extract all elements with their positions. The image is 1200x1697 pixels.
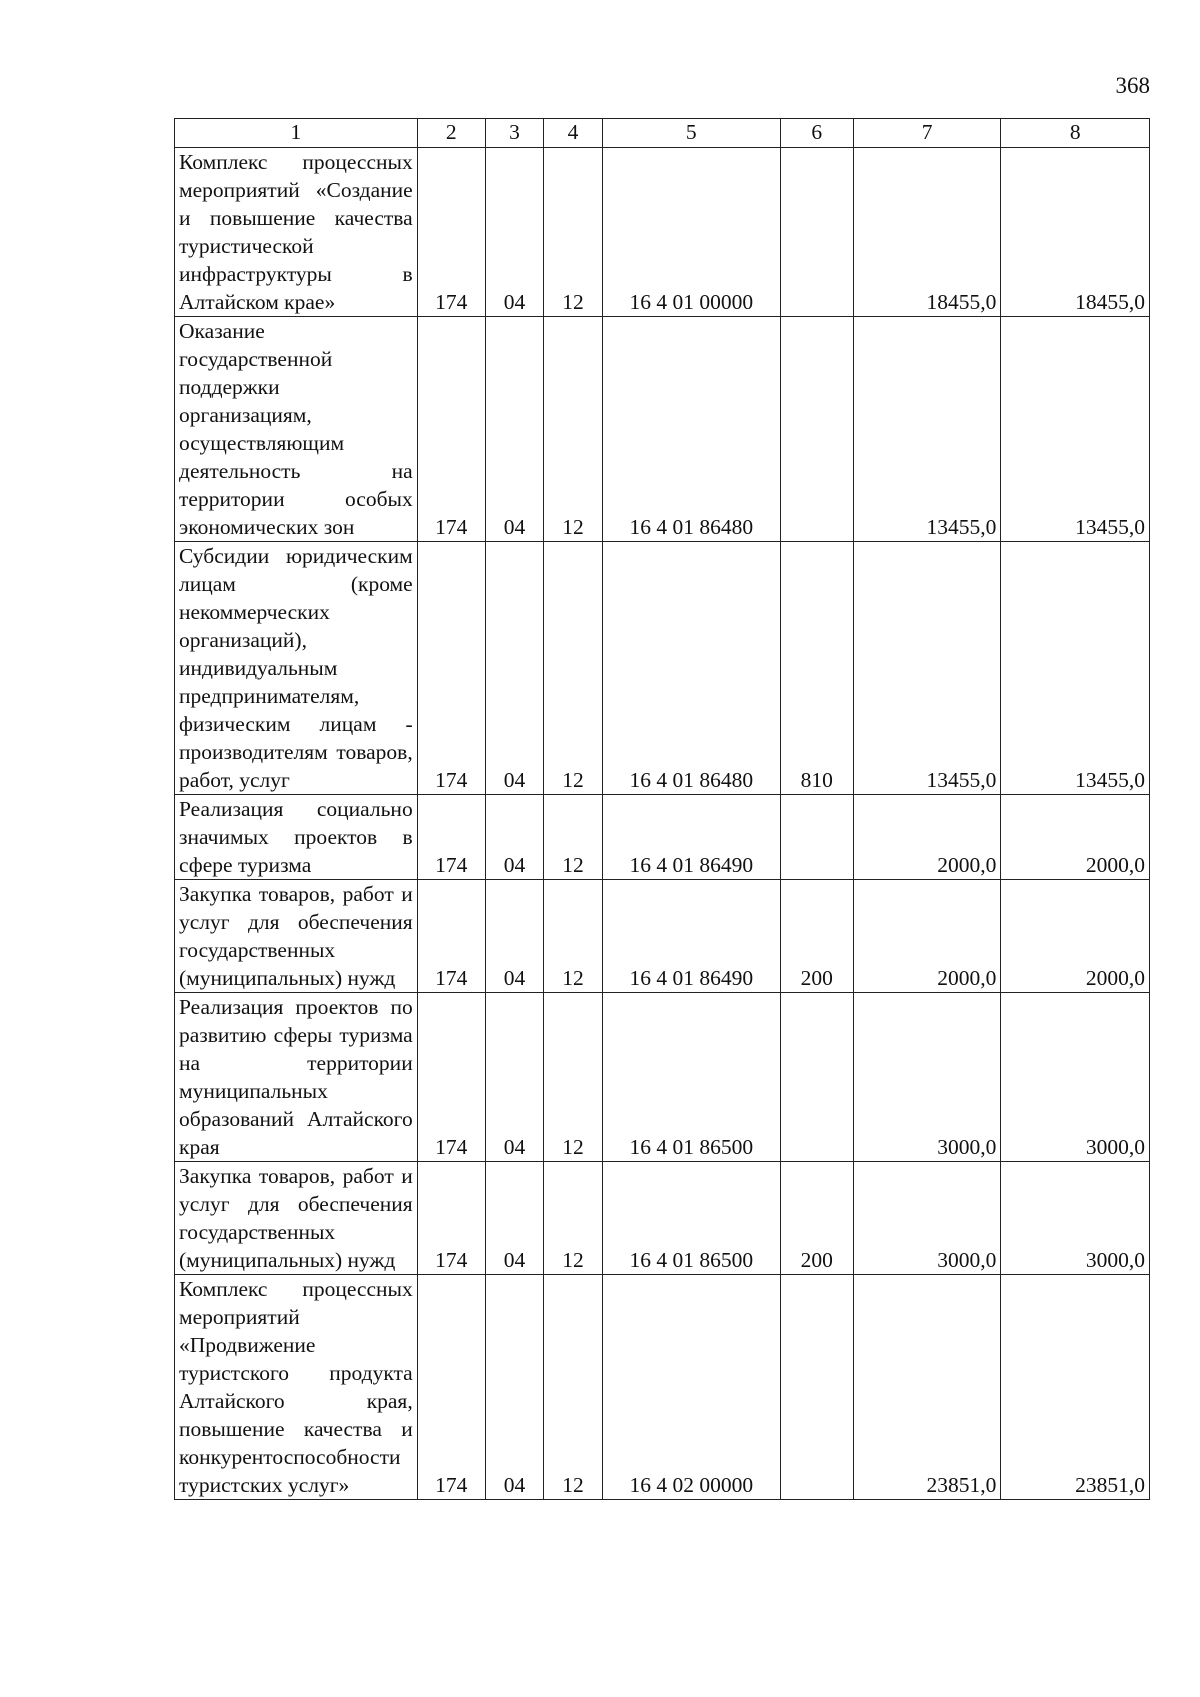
- target-article-cell: 16 4 02 00000: [602, 1275, 780, 1500]
- ministry-code-cell: 174: [417, 880, 485, 993]
- amount-cell: 3000,0: [853, 1162, 1001, 1275]
- section-cell: 04: [485, 542, 544, 795]
- amount-cell: 13455,0: [1001, 317, 1150, 542]
- column-header: 8: [1001, 119, 1150, 148]
- expense-type-cell: 810: [780, 542, 853, 795]
- target-article-cell: 16 4 01 86480: [602, 542, 780, 795]
- section-cell: 04: [485, 993, 544, 1162]
- expense-type-cell: [780, 795, 853, 880]
- section-cell: 04: [485, 317, 544, 542]
- column-header: 6: [780, 119, 853, 148]
- expense-type-cell: 200: [780, 880, 853, 993]
- target-article-cell: 16 4 01 86490: [602, 880, 780, 993]
- column-header: 3: [485, 119, 544, 148]
- table-row: [175, 317, 1150, 542]
- target-article-cell: 16 4 01 86500: [602, 1162, 780, 1275]
- section-cell: 04: [485, 1162, 544, 1275]
- column-header: 2: [417, 119, 485, 148]
- section-cell: 04: [485, 1275, 544, 1500]
- amount-cell: 18455,0: [853, 148, 1001, 317]
- table-row: [175, 1162, 1150, 1275]
- table-row: [175, 542, 1150, 795]
- amount-cell: 23851,0: [853, 1275, 1001, 1500]
- target-article-cell: 16 4 01 86490: [602, 795, 780, 880]
- table-row: [175, 1275, 1150, 1500]
- amount-cell: 13455,0: [1001, 542, 1150, 795]
- expense-type-cell: [780, 317, 853, 542]
- row-name-cell: Реализация социально значимых проектов в сфере туризма: [175, 795, 418, 880]
- row-name-cell: Комплекс процессных мероприятий «Создание и повышение качества туристической инфраструктуры в Алтайском крае»: [175, 148, 418, 317]
- table-row: [175, 795, 1150, 880]
- subsection-cell: 12: [544, 317, 603, 542]
- column-header: 5: [602, 119, 780, 148]
- ministry-code-cell: 174: [417, 542, 485, 795]
- row-name-cell: Закупка товаров, работ и услуг для обеспечения государственных (муниципальных) нужд: [175, 1162, 418, 1275]
- subsection-cell: 12: [544, 993, 603, 1162]
- section-cell: 04: [485, 795, 544, 880]
- column-header: 7: [853, 119, 1001, 148]
- column-header: 1: [175, 119, 418, 148]
- subsection-cell: 12: [544, 795, 603, 880]
- subsection-cell: 12: [544, 148, 603, 317]
- table-header-row: [175, 119, 1150, 148]
- row-name-cell: Субсидии юридическим лицам (кроме некоммерческих организаций), индивидуальным предпринимателям, физическим лицам - производителям товаров, работ, услуг: [175, 542, 418, 795]
- section-cell: 04: [485, 880, 544, 993]
- table-row: [175, 993, 1150, 1162]
- amount-cell: 3000,0: [1001, 993, 1150, 1162]
- target-article-cell: 16 4 01 86500: [602, 993, 780, 1162]
- row-name-cell: Закупка товаров, работ и услуг для обеспечения государственных (муниципальных) нужд: [175, 880, 418, 993]
- row-name-cell: Реализация проектов по развитию сферы туризма на территории муниципальных образований Алтайского края: [175, 993, 418, 1162]
- target-article-cell: 16 4 01 00000: [602, 148, 780, 317]
- target-article-cell: 16 4 01 86480: [602, 317, 780, 542]
- expense-type-cell: [780, 993, 853, 1162]
- amount-cell: 2000,0: [1001, 880, 1150, 993]
- amount-cell: 23851,0: [1001, 1275, 1150, 1500]
- ministry-code-cell: 174: [417, 148, 485, 317]
- section-cell: 04: [485, 148, 544, 317]
- expense-type-cell: [780, 1275, 853, 1500]
- expense-type-cell: [780, 148, 853, 317]
- amount-cell: 3000,0: [1001, 1162, 1150, 1275]
- row-name-cell: Оказание государственной поддержки организациям, осуществляющим деятельность на территории особых экономических зон: [175, 317, 418, 542]
- row-name-cell: Комплекс процессных мероприятий «Продвижение туристского продукта Алтайского края, повышение качества и конкурентоспособности туристских услуг»: [175, 1275, 418, 1500]
- table-row: [175, 880, 1150, 993]
- ministry-code-cell: 174: [417, 1275, 485, 1500]
- page-number: 368: [1115, 73, 1150, 98]
- budget-table: [174, 118, 1150, 1500]
- amount-cell: 2000,0: [853, 880, 1001, 993]
- expense-type-cell: 200: [780, 1162, 853, 1275]
- amount-cell: 13455,0: [853, 542, 1001, 795]
- table-row: [175, 148, 1150, 317]
- subsection-cell: 12: [544, 880, 603, 993]
- subsection-cell: 12: [544, 1162, 603, 1275]
- amount-cell: 2000,0: [853, 795, 1001, 880]
- amount-cell: 13455,0: [853, 317, 1001, 542]
- subsection-cell: 12: [544, 542, 603, 795]
- amount-cell: 2000,0: [1001, 795, 1150, 880]
- ministry-code-cell: 174: [417, 993, 485, 1162]
- ministry-code-cell: 174: [417, 795, 485, 880]
- amount-cell: 18455,0: [1001, 148, 1150, 317]
- ministry-code-cell: 174: [417, 1162, 485, 1275]
- amount-cell: 3000,0: [853, 993, 1001, 1162]
- column-header: 4: [544, 119, 603, 148]
- ministry-code-cell: 174: [417, 317, 485, 542]
- subsection-cell: 12: [544, 1275, 603, 1500]
